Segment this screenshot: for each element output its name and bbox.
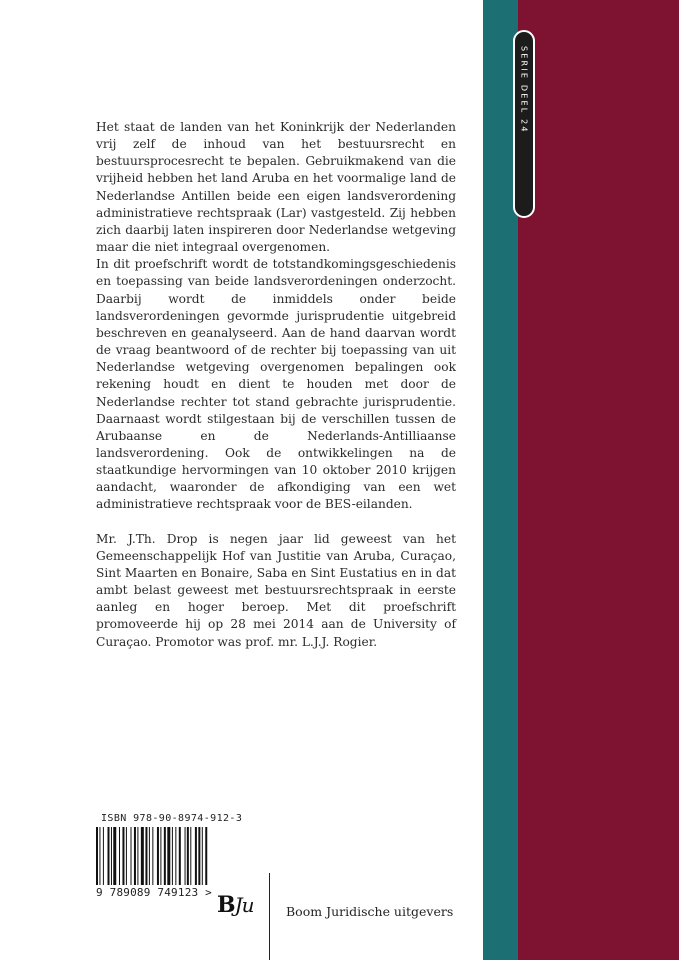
barcode-digits: 9 789089 749123 > <box>96 886 212 899</box>
publisher-name: Boom Juridische uitgevers <box>286 904 454 919</box>
series-label: SERIE DEEL 24 <box>519 46 529 134</box>
maroon-color-band <box>518 0 679 960</box>
publisher-logo <box>217 892 254 918</box>
barcode-image <box>96 827 235 885</box>
logo-ju: Ju <box>234 893 254 917</box>
logo-b: B <box>217 892 235 918</box>
blurb-paragraph-1: Het staat de landen van het Koninkrijk der Nederlanden vrij zelf de inhoud van het bestuursrecht en bestuursprocesrecht te bepalen. Gebruikmakend van die vrijheid hebben het land Aruba en het voormalige land de Nederlandse Antillen beide een eigen landsverordening administratieve rechtspraak (Lar) vastgesteld. Zij hebben zich daarbij laten inspireren door Nederlandse wetgeving maar die niet integraal overgenomen. <box>96 120 456 255</box>
series-tab <box>513 30 535 218</box>
isbn-label: ISBN 978-90-8974-912-3 <box>101 813 243 824</box>
blurb-paragraph-2: In dit proefschrift wordt de totstandkomingsgeschiedenis en toepassing van beide landsverordeningen onderzocht. Daarbij wordt de inmiddels onder beide landsverordeningen gevormde jurisprudentie uitgebreid beschreven en geanalyseerd. Aan de hand daarvan wordt de vraag beantwoord of de rechter bij toepassing van uit Nederlandse wetgeving overgenomen bepalingen ook rekening houdt en dient te houden met door de Nederlandse rechter tot stand gebrachte jurisprudentie. Daarnaast wordt stilgestaan bij de verschillen tussen de Arubaanse en de Nederlands-Antilliaanse landsverordening. Ook de ontwikkelingen na de staatkundige hervormingen van 10 oktober 2010 krijgen aandacht, waaronder de afkondiging van een wet administratieve rechtspraak voor de BES-eilanden. <box>96 257 456 512</box>
author-bio-paragraph: Mr. J.Th. Drop is negen jaar lid geweest van het Gemeenschappelijk Hof van Justitie van Aruba, Curaçao, Sint Maarten en Bonaire, Saba en Sint Eustatius en in dat ambt belast geweest met bestuursrechtspraak in eerste aanleg en hoger beroep. Met dit proefschrift promoveerde hij op 28 mei 2014 aan de University of Curaçao. Promotor was prof. mr. L.J.J. Rogier. <box>96 531 456 649</box>
divider-line <box>269 873 270 960</box>
back-cover-blurb <box>96 119 456 651</box>
